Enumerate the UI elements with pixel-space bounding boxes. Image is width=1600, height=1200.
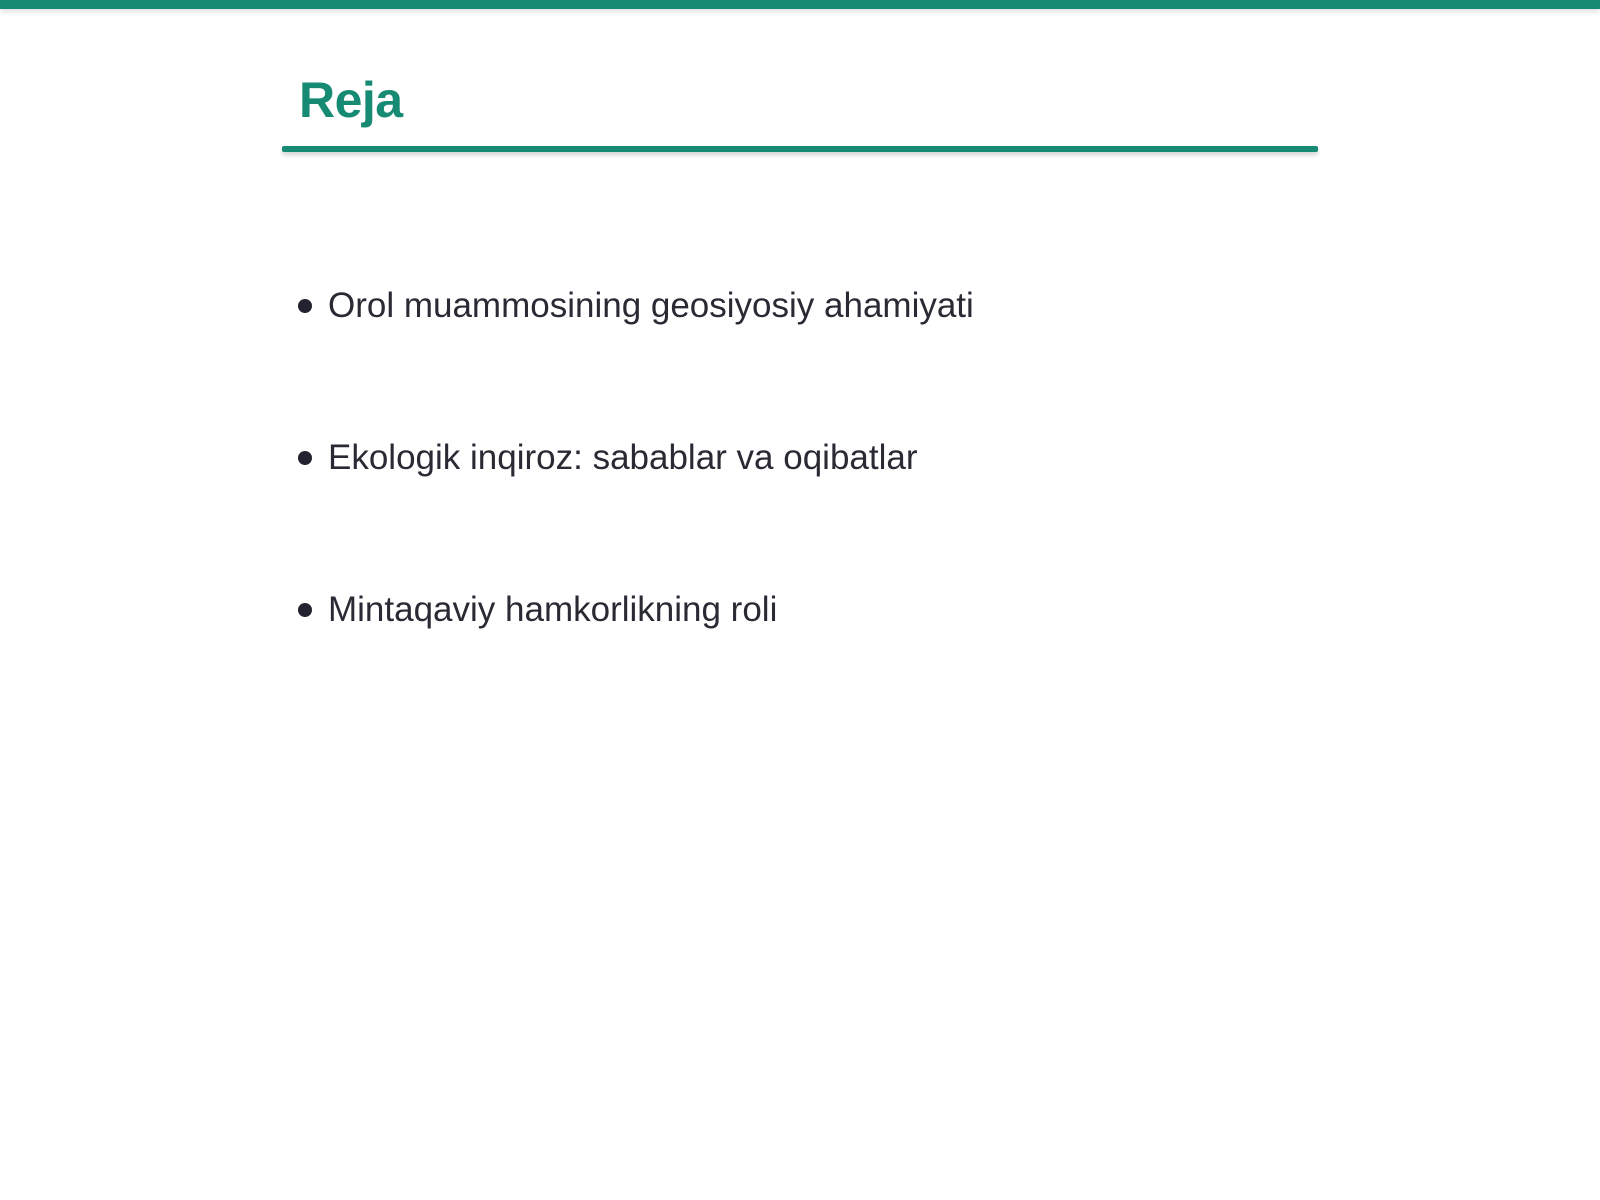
bullet-dot-icon (298, 451, 312, 465)
bullet-dot-icon (298, 603, 312, 617)
agenda-list (298, 280, 1298, 736)
bullet-dot-icon (298, 299, 312, 313)
agenda-item-text: Ekologik inqiroz: sabablar va oqibatlar (328, 438, 918, 477)
agenda-item (298, 280, 1298, 332)
agenda-item (298, 432, 1298, 484)
agenda-item (298, 584, 1298, 636)
agenda-item-text: Mintaqaviy hamkorlikning roli (328, 590, 778, 629)
agenda-item-text: Orol muammosining geosiyosiy ahamiyati (328, 286, 974, 325)
slide-header (282, 58, 1318, 142)
title-underline (282, 146, 1318, 152)
top-accent-bar (0, 0, 1600, 9)
slide-title: Reja (299, 72, 403, 128)
